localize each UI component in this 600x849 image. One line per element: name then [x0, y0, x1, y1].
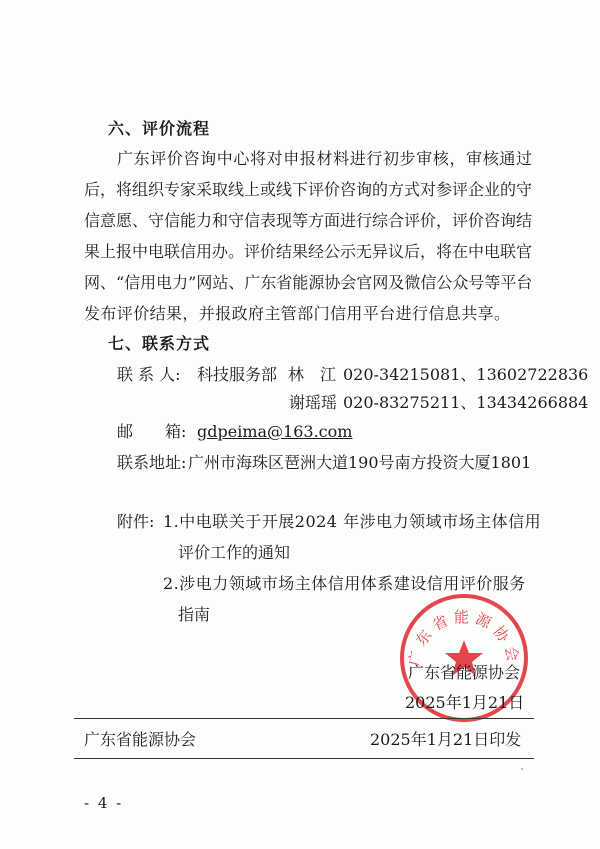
section7-heading: 七、联系方式	[108, 334, 211, 353]
section6-line-4: 果上报中电联信用办。评价结果经公示无异议后，将在中电联官	[84, 242, 533, 261]
attachment-2-line-2: 指南	[178, 605, 211, 624]
scan-speck	[521, 768, 523, 770]
contact1-name: 林 江	[288, 365, 337, 384]
footer-print-date: 2025年1月21日印发	[370, 730, 522, 749]
address-value: 广州市海珠区琶洲大道190号南方投资大厦1801	[188, 453, 532, 472]
contact1-phone: 020-34215081、13602722836	[343, 365, 589, 384]
footer-top-rule	[74, 718, 534, 719]
seal-text: 广东省能源协会	[405, 608, 523, 668]
footer-bottom-rule	[74, 758, 534, 759]
email-link[interactable]: gdpeima@163.com	[197, 422, 353, 441]
section6-line-5: 网、“信用电力”网站、广东省能源协会官网及微信公众号等平台	[84, 273, 533, 292]
section6-line-2: 后，将组织专家采取线上或线下评价咨询的方式对参评企业的守	[84, 180, 533, 199]
footer-org: 广东省能源协会	[84, 730, 197, 749]
signature-org: 广东省能源协会	[408, 663, 521, 682]
contact2-phone: 020-83275211、13434266884	[343, 393, 589, 412]
contact-department: 科技服务部	[197, 365, 278, 384]
section6-line-6: 发布评价结果，并报政府主管部门信用平台进行信息共享。	[84, 304, 511, 323]
contact2-name: 谢瑶瑶	[289, 393, 338, 412]
address-label: 联系地址:	[117, 453, 187, 472]
attachment-2-line-1: 2.涉电力领域市场主体信用体系建设信用评价服务	[163, 574, 526, 593]
section6-line-3: 信意愿、守信能力和守信表现等方面进行综合评价，评价咨询结	[84, 211, 533, 230]
page-number: - 4 -	[84, 794, 124, 812]
email-label: 邮 箱:	[117, 422, 187, 441]
attachments-label: 附件:	[117, 512, 155, 531]
attachment-1-line-1: 1.中电联关于开展2024 年涉电力领域市场主体信用	[163, 512, 542, 531]
contact-label: 联 系 人:	[117, 365, 181, 384]
section6-heading: 六、评价流程	[108, 119, 211, 138]
attachment-1-line-2: 评价工作的通知	[178, 543, 291, 562]
section6-line-1: 广东评价咨询中心将对申报材料进行初步审核，审核通过	[117, 149, 532, 168]
signature-date: 2025年1月21日	[405, 693, 525, 712]
